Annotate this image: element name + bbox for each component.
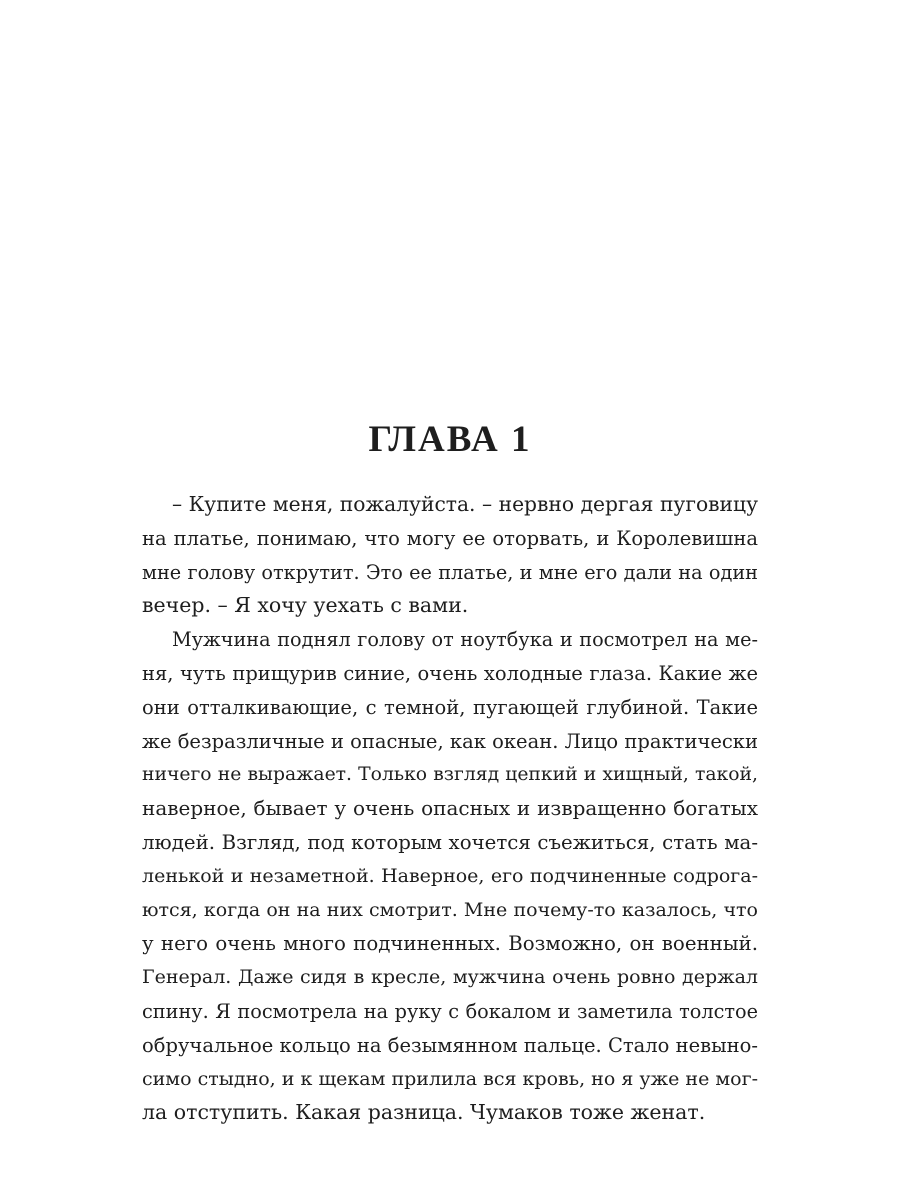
text-line: ничего не выражает. Только взгляд цепкий и хищный, такой, [142,764,758,786]
text-line: мне голову открутит. Это ее платье, и мне его дали на один [142,560,758,584]
text-line: обручальное кольцо на безымянном пальце. Стало невыно- [142,1033,758,1057]
text-line: наверное, бывает у очень опасных и извращенно богатых [142,796,758,821]
chapter-body [142,488,758,1130]
text-line: спину. Я посмотрела на руку с бокалом и заметила толстое [142,999,758,1023]
text-line: – Купите меня, пожалуйста. – нервно дергая пуговицу [172,492,758,516]
text-line: Генерал. Даже сидя в кресле, мужчина очень ровно держал [142,966,758,989]
text-line: ленькой и незаметной. Наверное, его подчиненные содрога- [142,864,758,887]
text-line: у него очень много подчиненных. Возможно, он военный. [142,932,758,956]
text-line: вечер. – Я хочу уехать с вами. [142,593,469,618]
paragraph-2 [142,623,758,1130]
chapter-title: ГЛАВА 1 [368,419,532,460]
paragraph-1 [142,488,758,623]
text-line: людей. Взгляд, под которым хочется съежиться, стать ма- [142,830,758,854]
text-line: ла отступить. Какая разница. Чумаков тоже женат. [142,1100,706,1125]
text-line: же безразличные и опасные, как океан. Лицо практически [142,729,758,753]
text-line: на платье, понимаю, что могу ее оторвать, и Королевишна [142,526,758,550]
text-line: Мужчина поднял голову от ноутбука и посмотрел на ме- [172,628,758,652]
text-line: симо стыдно, и к щекам прилила вся кровь, но я уже не мог- [142,1067,758,1090]
text-line: они отталкивающие, с темной, пугающей глубиной. Такие [142,695,758,719]
text-line: ются, когда он на них смотрит. Мне почему-то казалось, что [142,898,758,921]
text-line: ня, чуть прищурив синие, очень холодные глаза. Какие же [142,661,758,685]
